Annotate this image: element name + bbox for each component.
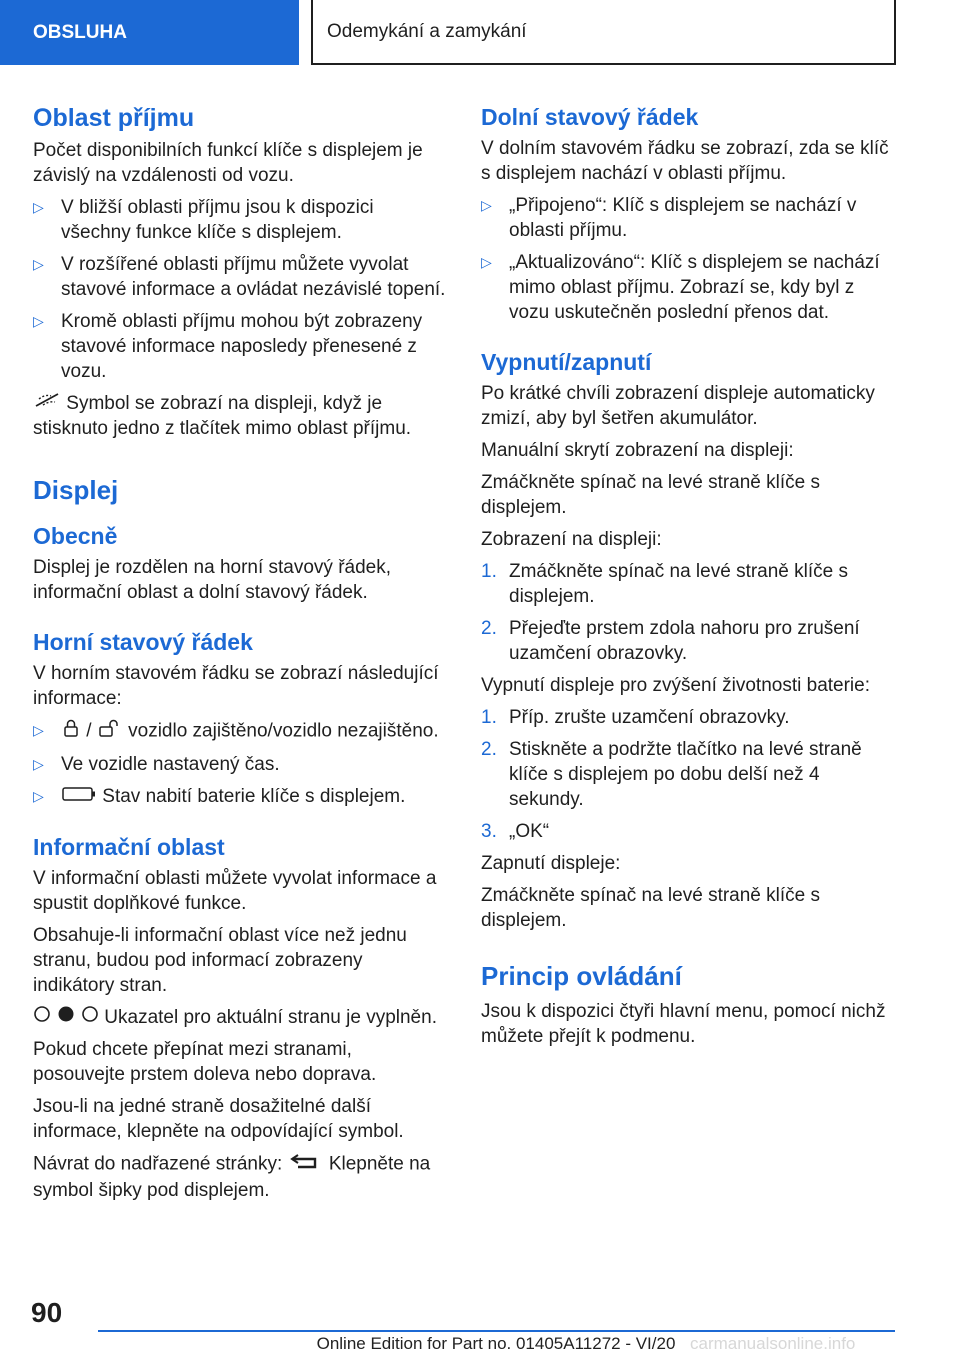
triangle-bullet-icon: ▷ bbox=[33, 256, 44, 272]
paragraph: Pokud chcete přepínat mezi stranami, posouvejte prstem doleva nebo doprava. bbox=[33, 1039, 377, 1086]
paragraph: Zapnutí displeje: bbox=[481, 853, 621, 874]
range-list bbox=[33, 195, 447, 384]
list-item: 3. „OK“ bbox=[481, 821, 550, 842]
paragraph: Zmáčkněte spínač na levé straně klíče s displejem. bbox=[481, 472, 820, 518]
triangle-bullet-icon: ▷ bbox=[33, 788, 44, 805]
paragraph: Manuální skrytí zobrazení na displeji: bbox=[481, 440, 794, 461]
paragraph-indicator: Ukazatel pro aktuální stranu je vyplněn. bbox=[33, 1005, 447, 1030]
list-item: ▷ Kromě oblasti příjmu mohou být zobrazeny stavové informace naposledy přenesené z vozu. bbox=[33, 311, 423, 382]
paragraph: Displej je rozdělen na horní stavový řádek, informační oblast a dolní stavový řádek. bbox=[33, 557, 392, 604]
lock-closed-icon bbox=[61, 718, 81, 745]
footer-edition: Online Edition for Part no. 01405A11272 - VI/20 bbox=[316, 1334, 676, 1353]
paragraph: V informační oblasti můžete vyvolat informace a spustit doplňkové funkce. bbox=[33, 867, 437, 914]
list-item: 2. Přejeďte prstem zdola nahoru pro zrušení uzamčení obrazovky. bbox=[481, 618, 860, 664]
list-item: ▷ / vozidlo zajištěno/vozidlo nezajištěno. bbox=[33, 718, 447, 745]
paragraph: V dolním stavovém řádku se zobrazí, zda se klíč s displejem nachází v oblasti příjmu. bbox=[481, 138, 889, 184]
heading-upper-status: Horní stavový řádek bbox=[33, 629, 253, 656]
heading-info-area: Informační oblast bbox=[33, 833, 225, 860]
paragraph: Zobrazení na displeji: bbox=[481, 529, 662, 550]
watermark: carmanualsonline.info bbox=[690, 1334, 856, 1353]
list-item: ▷ Stav nabití baterie klíče s displejem. bbox=[33, 784, 447, 809]
paragraph: Jsou-li na jedné straně dosažitelné další informace, klepněte na odpovídající symbol. bbox=[33, 1096, 404, 1143]
page-number: 90 bbox=[31, 1297, 63, 1328]
paragraph-symbol: Symbol se zobrazí na displeji, když je stisknuto jedno z tlačítek mimo oblast příjmu. bbox=[33, 393, 412, 440]
list-item: ▷ V bližší oblasti příjmu jsou k dispozici všechny funkce klíče s displejem. bbox=[33, 197, 374, 243]
heading-general: Obecně bbox=[33, 523, 118, 550]
no-signal-icon bbox=[33, 391, 61, 416]
battery-icon bbox=[61, 785, 97, 810]
list-item: 1. Zmáčkněte spínač na levé straně klíče s displejem. bbox=[481, 561, 848, 607]
right-column bbox=[481, 100, 899, 1056]
triangle-bullet-icon: ▷ bbox=[481, 254, 492, 270]
step-number: 1. bbox=[481, 707, 497, 728]
section-title: OBSLUHA bbox=[33, 21, 127, 43]
back-arrow-icon bbox=[288, 1151, 324, 1178]
paragraph: Po krátké chvíli zobrazení displeje automaticky zmizí, aby byl šetřen akumulátor. bbox=[481, 383, 875, 429]
off-steps-list bbox=[481, 705, 899, 844]
paragraph: Vypnutí displeje pro zvýšení životnosti baterie: bbox=[481, 675, 870, 696]
triangle-bullet-icon: ▷ bbox=[33, 722, 44, 739]
paragraph-back: Návrat do nadřazené stránky: Klepněte na symbol šipky pod displejem. bbox=[33, 1151, 447, 1203]
heading-reception-range: Oblast příjmu bbox=[33, 104, 195, 132]
step-number: 3. bbox=[481, 821, 497, 842]
paragraph: V horním stavovém řádku se zobrazí následující informace: bbox=[33, 663, 439, 710]
lock-open-icon bbox=[97, 718, 123, 745]
list-item: ▷ „Připojeno“: Klíč s displejem se nachází v oblasti příjmu. bbox=[481, 195, 857, 241]
step-number: 2. bbox=[481, 739, 497, 760]
paragraph: Jsou k dispozici čtyři hlavní menu, pomocí nichž můžete přejít k podmenu. bbox=[481, 1001, 886, 1047]
paragraph: Zmáčkněte spínač na levé straně klíče s displejem. bbox=[481, 885, 820, 931]
triangle-bullet-icon: ▷ bbox=[33, 199, 44, 215]
left-column bbox=[33, 100, 447, 1210]
chapter-header bbox=[311, 0, 896, 65]
heading-display: Displej bbox=[33, 475, 119, 506]
chapter-title: Odemykání a zamykání bbox=[327, 20, 527, 42]
step-number: 2. bbox=[481, 618, 497, 639]
page-indicator-icon bbox=[33, 1005, 99, 1030]
list-item: 2. Stiskněte a podržte tlačítko na levé straně klíče s displejem po dobu delší než 4 sekundy. bbox=[481, 739, 862, 810]
upper-status-list bbox=[33, 718, 447, 809]
triangle-bullet-icon: ▷ bbox=[33, 756, 44, 773]
show-steps-list bbox=[481, 559, 899, 666]
list-item: ▷ V rozšířené oblasti příjmu můžete vyvolat stavové informace a ovládat nezávislé topení. bbox=[33, 254, 446, 300]
list-item: ▷ Ve vozidle nastavený čas. bbox=[33, 754, 280, 776]
list-item: 1. Příp. zrušte uzamčení obrazovky. bbox=[481, 707, 790, 728]
triangle-bullet-icon: ▷ bbox=[481, 197, 492, 213]
paragraph: Počet disponibilních funkcí klíče s displejem je závislý na vzdálenosti od vozu. bbox=[33, 140, 423, 186]
heading-on-off: Vypnutí/zapnutí bbox=[481, 349, 652, 375]
list-item: ▷ „Aktualizováno“: Klíč s displejem se nachází mimo oblast příjmu. Zobrazí se, kdy byl z vozu uskutečněn poslední přenos dat. bbox=[481, 252, 880, 323]
lower-status-list bbox=[481, 193, 899, 325]
step-number: 1. bbox=[481, 561, 497, 582]
section-tab bbox=[0, 0, 299, 65]
paragraph: Obsahuje-li informační oblast více než jednu stranu, budou pod informací zobrazeny indikátory stran. bbox=[33, 924, 407, 996]
heading-lower-status: Dolní stavový řádek bbox=[481, 104, 699, 130]
heading-principle: Princip ovládání bbox=[481, 961, 682, 991]
triangle-bullet-icon: ▷ bbox=[33, 313, 44, 329]
